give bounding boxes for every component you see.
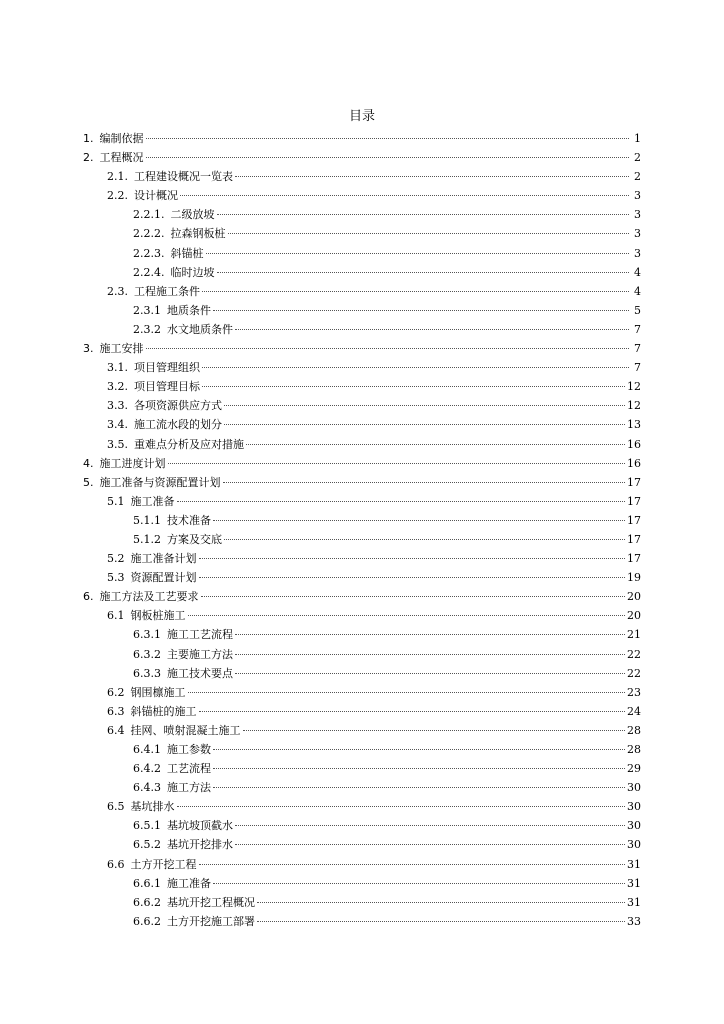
toc-entry-number: 2.3.1	[133, 303, 161, 317]
toc-entry[interactable]	[83, 435, 641, 454]
toc-entry-page-number: 21	[627, 628, 641, 642]
toc-entry-page-number: 4	[634, 265, 641, 279]
toc-dot-leader	[235, 844, 625, 845]
toc-dot-leader	[235, 176, 629, 177]
toc-entry-page-number: 1	[634, 132, 641, 145]
toc-entry[interactable]	[83, 186, 641, 205]
toc-dot-leader	[177, 806, 626, 807]
toc-dot-leader	[199, 864, 626, 865]
toc-entry[interactable]	[83, 396, 641, 415]
toc-entry-page-number: 2	[634, 170, 641, 184]
toc-entry-label: 施工准备与资源配置计划	[99, 475, 221, 489]
toc-entry-label: 基坑开挖工程概况	[167, 895, 255, 909]
toc-dot-leader	[235, 673, 625, 674]
toc-entry-page-number: 31	[627, 876, 641, 890]
toc-dot-leader	[235, 634, 625, 635]
toc-entry-label: 工艺流程	[167, 762, 211, 776]
toc-entry[interactable]	[83, 549, 641, 568]
toc-entry[interactable]	[83, 816, 641, 835]
toc-title: 目录	[348, 109, 375, 124]
toc-entry-label: 施工参数	[167, 743, 211, 756]
toc-entry-page-number: 30	[627, 838, 641, 852]
toc-entry-label: 施工方法及工艺要求	[99, 590, 199, 604]
toc-dot-leader	[146, 157, 630, 158]
toc-entry-number: 6.2	[107, 685, 125, 699]
toc-dot-leader	[257, 902, 625, 903]
toc-entry[interactable]	[83, 664, 641, 683]
toc-entry-number: 2.3.	[107, 284, 128, 298]
toc-entry-label: 斜锚桩的施工	[130, 704, 197, 718]
toc-entry-page-number: 24	[627, 704, 641, 718]
toc-entry-page-number: 3	[634, 208, 641, 222]
toc-entry-page-number: 30	[627, 819, 641, 833]
toc-entry-number: 5.1	[107, 494, 125, 508]
toc-entry-page-number: 31	[627, 895, 641, 909]
toc-dot-leader	[213, 520, 625, 521]
toc-entry[interactable]	[83, 874, 641, 893]
toc-entry[interactable]	[83, 205, 641, 224]
toc-entry[interactable]	[83, 702, 641, 721]
toc-entry-label: 钢板桩施工	[130, 609, 186, 623]
toc-entry-number: 3.5.	[107, 437, 128, 451]
toc-entry-label: 土方开挖施工部署	[167, 914, 255, 928]
toc-entry-number: 5.2	[107, 552, 125, 566]
toc-entry-label: 施工安排	[99, 342, 144, 356]
toc-entry-label: 钢围檩施工	[130, 685, 186, 699]
toc-entry[interactable]	[83, 568, 641, 587]
toc-dot-leader	[206, 253, 630, 254]
toc-entry-label: 重难点分析及应对措施	[134, 437, 244, 451]
toc-entry[interactable]	[83, 454, 641, 473]
toc-dot-leader	[202, 367, 629, 368]
toc-dot-leader	[201, 596, 626, 597]
toc-entry-number: 3.1.	[107, 361, 128, 375]
toc-entry-number: 6.3.1	[133, 628, 161, 642]
toc-dot-leader	[199, 558, 626, 559]
toc-entry-page-number: 30	[627, 781, 641, 795]
toc-dot-leader	[257, 921, 625, 922]
toc-entry[interactable]	[83, 740, 641, 759]
toc-entry-number: 2.2.4.	[133, 265, 165, 279]
toc-dot-leader	[213, 883, 625, 884]
toc-entry-number: 2.2.	[107, 189, 128, 203]
toc-entry-page-number: 2	[634, 151, 641, 165]
toc-entry-page-number: 31	[627, 857, 641, 871]
toc-entry[interactable]	[83, 244, 641, 263]
toc-entry-label: 拉森钢板桩	[170, 227, 226, 241]
table-of-contents	[83, 129, 641, 931]
toc-dot-leader	[202, 386, 625, 387]
toc-dot-leader	[146, 138, 630, 139]
toc-entry[interactable]	[83, 835, 641, 854]
toc-entry-number: 5.1.1	[133, 513, 161, 527]
toc-entry-page-number: 4	[634, 284, 641, 298]
toc-dot-leader	[224, 424, 625, 425]
toc-dot-leader	[228, 233, 630, 234]
toc-dot-leader	[224, 405, 625, 406]
toc-entry-label: 设计概况	[134, 189, 178, 203]
toc-entry[interactable]	[83, 129, 641, 148]
toc-entry[interactable]	[83, 587, 641, 606]
toc-entry-label: 挂网、喷射混凝土施工	[130, 723, 241, 737]
toc-dot-leader	[168, 463, 626, 464]
toc-entry-label: 技术准备	[167, 513, 211, 527]
toc-entry-page-number: 29	[627, 762, 641, 776]
toc-dot-leader	[188, 692, 626, 693]
toc-entry[interactable]	[83, 415, 641, 434]
toc-entry-number: 6.1	[107, 609, 125, 623]
toc-entry-page-number: 19	[627, 571, 641, 585]
toc-entry-page-number: 28	[627, 723, 641, 737]
toc-entry[interactable]	[83, 625, 641, 644]
toc-entry-number: 6.4.3	[133, 781, 161, 795]
toc-entry[interactable]	[83, 301, 641, 320]
toc-entry-number: 6.5	[107, 800, 125, 814]
toc-entry-number: 6.3	[107, 704, 125, 718]
toc-entry-label: 施工技术要点	[167, 666, 233, 680]
toc-entry-page-number: 23	[627, 685, 641, 699]
toc-entry-page-number: 12	[627, 399, 641, 413]
toc-dot-leader	[213, 768, 625, 769]
toc-dot-leader	[199, 577, 626, 578]
toc-entry-label: 各项资源供应方式	[134, 399, 222, 413]
toc-entry-page-number: 12	[627, 380, 641, 394]
toc-entry-number: 5.	[83, 475, 94, 489]
toc-entry-number: 6.	[83, 590, 94, 604]
toc-dot-leader	[235, 825, 625, 826]
toc-entry-number: 3.2.	[107, 380, 128, 394]
toc-entry[interactable]	[83, 511, 641, 530]
toc-entry-label: 基坑开挖排水	[167, 838, 233, 852]
toc-entry-page-number: 3	[634, 189, 641, 203]
toc-entry-page-number: 20	[627, 590, 641, 604]
toc-entry[interactable]	[83, 683, 641, 702]
toc-entry-number: 6.5.1	[133, 819, 161, 833]
toc-entry-page-number: 16	[627, 456, 641, 470]
toc-dot-leader	[213, 787, 625, 788]
toc-entry-label: 项目管理组织	[134, 361, 200, 375]
toc-dot-leader	[199, 711, 626, 712]
toc-entry-label: 水文地质条件	[167, 322, 233, 336]
toc-entry-number: 6.5.2	[133, 838, 161, 852]
toc-entry-label: 方案及交底	[167, 532, 222, 546]
toc-entry-page-number: 16	[627, 437, 641, 451]
toc-entry-label: 主要施工方法	[167, 647, 233, 661]
toc-entry-number: 5.3	[107, 571, 125, 585]
toc-entry[interactable]	[83, 759, 641, 778]
toc-entry-number: 6.4.1	[133, 743, 161, 756]
toc-entry-label: 施工准备	[130, 494, 175, 508]
toc-entry[interactable]	[83, 148, 641, 167]
toc-dot-leader	[243, 730, 626, 731]
toc-dot-leader	[202, 291, 629, 292]
toc-entry[interactable]	[83, 530, 641, 549]
toc-entry[interactable]	[83, 358, 641, 377]
toc-entry[interactable]	[83, 282, 641, 301]
toc-entry-page-number: 13	[627, 418, 641, 432]
toc-dot-leader	[235, 329, 629, 330]
toc-dot-leader	[217, 214, 630, 215]
toc-entry[interactable]	[83, 167, 641, 186]
toc-entry[interactable]	[83, 721, 641, 740]
toc-entry-number: 2.2.3.	[133, 246, 165, 260]
toc-entry-label: 施工工艺流程	[167, 628, 233, 642]
toc-entry[interactable]	[83, 855, 641, 874]
toc-dot-leader	[224, 539, 625, 540]
toc-entry-label: 土方开挖工程	[130, 857, 197, 871]
toc-entry[interactable]	[83, 320, 641, 339]
toc-entry-label: 工程施工条件	[134, 284, 200, 298]
toc-entry-number: 2.1.	[107, 170, 128, 184]
toc-entry-label: 资源配置计划	[130, 571, 197, 585]
toc-entry-number: 2.	[83, 151, 94, 165]
toc-entry-label: 工程建设概况一览表	[134, 170, 233, 184]
toc-entry[interactable]	[83, 377, 641, 396]
toc-entry-number: 3.4.	[107, 418, 128, 432]
toc-entry[interactable]	[83, 893, 641, 912]
toc-entry-number: 1.	[83, 132, 94, 145]
toc-entry-page-number: 17	[627, 475, 641, 489]
toc-dot-leader	[177, 501, 626, 502]
toc-entry[interactable]	[83, 912, 641, 931]
toc-dot-leader	[223, 482, 626, 483]
toc-entry-number: 2.2.2.	[133, 227, 165, 241]
toc-entry-label: 斜锚桩	[170, 246, 204, 260]
toc-entry-number: 6.3.3	[133, 666, 161, 680]
toc-entry-page-number: 3	[634, 227, 641, 241]
toc-dot-leader	[246, 444, 625, 445]
toc-entry-page-number: 3	[634, 246, 641, 260]
toc-entry-number: 2.2.1.	[133, 208, 165, 222]
toc-entry[interactable]	[83, 224, 641, 243]
toc-entry-label: 编制依据	[99, 132, 144, 145]
toc-entry[interactable]	[83, 339, 641, 358]
toc-entry-number: 3.	[83, 342, 94, 356]
toc-dot-leader	[180, 195, 629, 196]
toc-entry[interactable]	[83, 778, 641, 797]
toc-entry-label: 工程概况	[99, 151, 144, 165]
toc-entry[interactable]	[83, 492, 641, 511]
toc-entry-label: 地质条件	[167, 303, 211, 317]
toc-entry-label: 项目管理目标	[134, 380, 200, 394]
toc-entry[interactable]	[83, 606, 641, 625]
toc-entry-number: 4.	[83, 456, 94, 470]
toc-entry-page-number: 7	[634, 342, 641, 356]
toc-entry-page-number: 20	[627, 609, 641, 623]
toc-entry-label: 施工准备计划	[130, 552, 197, 566]
toc-entry-page-number: 17	[627, 552, 641, 566]
toc-entry-page-number: 17	[627, 494, 641, 508]
toc-dot-leader	[213, 749, 625, 750]
toc-entry-number: 6.4.2	[133, 762, 161, 776]
toc-entry[interactable]	[83, 797, 641, 816]
toc-entry-label: 临时边坡	[170, 265, 215, 279]
toc-dot-leader	[188, 615, 626, 616]
toc-entry-label: 基坑坡顶截水	[167, 819, 233, 833]
toc-entry-page-number: 17	[627, 532, 641, 546]
toc-entry-number: 5.1.2	[133, 532, 161, 546]
toc-entry-label: 施工方法	[167, 781, 211, 795]
toc-entry-label: 施工流水段的划分	[134, 418, 222, 432]
toc-entry-number: 6.6.1	[133, 876, 161, 890]
toc-entry-page-number: 22	[627, 666, 641, 680]
toc-entry-number: 6.3.2	[133, 647, 161, 661]
toc-entry[interactable]	[83, 473, 641, 492]
toc-entry-label: 二级放坡	[170, 208, 215, 222]
toc-entry-page-number: 7	[634, 322, 641, 336]
toc-entry[interactable]	[83, 263, 641, 282]
toc-entry[interactable]	[83, 645, 641, 664]
toc-dot-leader	[146, 348, 630, 349]
toc-entry-number: 6.6	[107, 857, 125, 871]
toc-entry-page-number: 33	[627, 914, 641, 928]
toc-dot-leader	[217, 272, 630, 273]
toc-entry-number: 6.6.2	[133, 895, 161, 909]
toc-entry-number: 3.3.	[107, 399, 128, 413]
toc-entry-page-number: 7	[634, 361, 641, 375]
toc-entry-label: 施工进度计划	[99, 456, 166, 470]
toc-entry-label: 基坑排水	[130, 800, 175, 814]
toc-entry-page-number: 30	[627, 800, 641, 814]
toc-entry-number: 6.6.2	[133, 914, 161, 928]
toc-entry-page-number: 28	[627, 743, 641, 756]
toc-entry-page-number: 5	[634, 303, 641, 317]
toc-dot-leader	[235, 654, 625, 655]
toc-entry-page-number: 22	[627, 647, 641, 661]
toc-entry-label: 施工准备	[167, 876, 211, 890]
toc-entry-page-number: 17	[627, 513, 641, 527]
toc-entry-number: 6.4	[107, 723, 125, 737]
toc-dot-leader	[213, 310, 629, 311]
toc-entry-number: 2.3.2	[133, 322, 161, 336]
